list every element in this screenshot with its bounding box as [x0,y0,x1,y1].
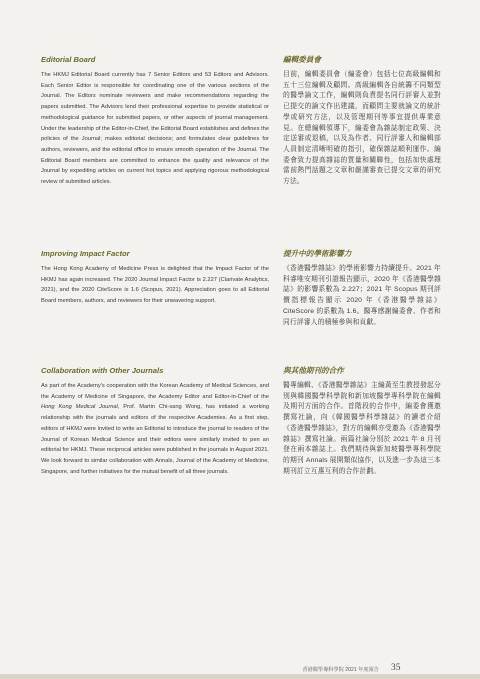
collaboration-section-en [41,366,269,477]
editorial-board-section-en [41,55,269,188]
collaboration-section-zh [283,366,441,477]
impact-factor-heading-zh: 提升中的學術影響力 [283,249,352,258]
editorial-board-body-zh: 目前，編輯委員會（編委會）包括七位高級編輯和五十三位編輯及顧問。高級編輯各自統籌不同類型的醫學論文工作，編輯則負責提名同行評審人並對已提交的論文作出建議，而顧問主要就論文的統計學或研究方法，以及管理期刊等事宜提供專業意見。在總編輯領導下，編委會為雜誌制定政策、決定送審或退稿，以及為作者、同行評審人和編輯部人員制定清晰明確的指引，確保雜誌順利運作。編委會致力提高雜誌的質量和關聯性，包括加快處理當前熱門話題之文章和嚴謹審查已提交文章的研究方法。 [283,71,441,186]
collaboration-body-part2: , Prof. Martin Chi-sang Wong, has initiated a working relationship with the journals and editors of the respective Academies. As a first step, editors of HKMJ were invited to write an Editorial to introduce the journal to readers of the Journal of Korean Medical Science and their editors were similarly invited to pen an editorial for HKMJ. These reciprocal articles were published in the journals in August 2021. We look forward to similar collaboration with Annals, Journal of the Academy of Medicine, Singapore, and further initiatives for the mutual benefit of all three journals. [41,404,270,475]
page-footer [0,664,480,679]
page-number: 35 [391,663,401,673]
editorial-board-heading: Editorial Board [41,55,96,64]
collaboration-heading: Collaboration with Other Journals [41,366,164,375]
hkmj-journal-name: Hong Kong Medical Journal [41,404,118,411]
impact-factor-body-zh: 《香港醫學雜誌》的學術影響力持續提升。2021 年科睿唯安期刊引證報告顯示，2020 年《香港醫學雜誌》的影響系數為 2.227；2021 年 Scopus 期刊評價指標報告顯示 2020 年《香港醫學雜誌》CiteScore 的系數為 1.6。醫專感謝編委會、作者和同行評審人的積極參與和貢獻。 [283,265,441,326]
collaboration-body [41,381,269,477]
editorial-board-section-zh [283,55,441,188]
impact-factor-section-zh [283,249,441,328]
impact-factor-heading: Improving Impact Factor [41,249,130,258]
footer-bar [0,674,480,679]
impact-factor-body: The Hong Kong Academy of Medicine Press is delighted that the Impact Factor of the HKMJ has again increased. The 2020 Journal Impact Factor is 2.227 (Clarivate Analytics, 2021), and the 2020 CiteScore is 1.6 (Scopus, 2021). Appreciation goes to all Editorial Board members, authors, and reviewers for their unwavering support. [41,266,269,305]
editorial-board-heading-zh: 編輯委員會 [283,55,321,64]
collaboration-heading-zh: 與其他期刊的合作 [283,366,344,375]
impact-factor-section-en [41,249,269,307]
collaboration-body-zh: 醫專編輯、《香港醫學雜誌》主編黃至生教授發起分別與韓國醫學科學院和新加坡醫學專科學院在編輯及期刊方面的合作。首階段的合作中，編委會獲邀撰寫社論，向《韓國醫學科學雜誌》的讀者介紹《香港醫學雜誌》，對方的編輯亦受邀為《香港醫學雜誌》撰寫社論。兩篇社論分別於 2021 年 8 月刊登在兩本雜誌上。我們期待與新加坡醫學專科學院的期刊 Annals 展開類似協作，以及進一步為這三本期刊訂立互惠互利的合作計劃。 [283,382,441,475]
publication-title: 香港醫學專科學院 2021 年度報告 [302,667,379,673]
collaboration-body-part1: As part of the Academy's cooperation with the Korean Academy of Medical Sciences, and the Academy of Medicine of Singapore, the Academy Editor and Editor-in-Chief of the [41,383,269,400]
editorial-board-body: The HKMJ Editorial Board currently has 7 Senior Editors and 53 Editors and Advisors. Each Senior Editor is responsible for coordinating one of the various sections of the Journal. The Editors nominate reviewers and make recommendations regarding the papers submitted. The Advisors lend their professional expertise to provide statistical or methodological guidance for submitted papers, or other aspects of journal management. Under the leadership of the Editor-in-Chief, the Editorial Board establishes and defines the policies of the Journal; makes editorial decisions; and formulates clear guidelines for authors, reviewers, and the editorial office to ensure smooth operation of the Journal. The Editorial Board members are committed to enhance the quality and relevance of the Journal by expediting articles on current hot topics and applying rigorous methodological review of submitted articles. [41,72,269,186]
